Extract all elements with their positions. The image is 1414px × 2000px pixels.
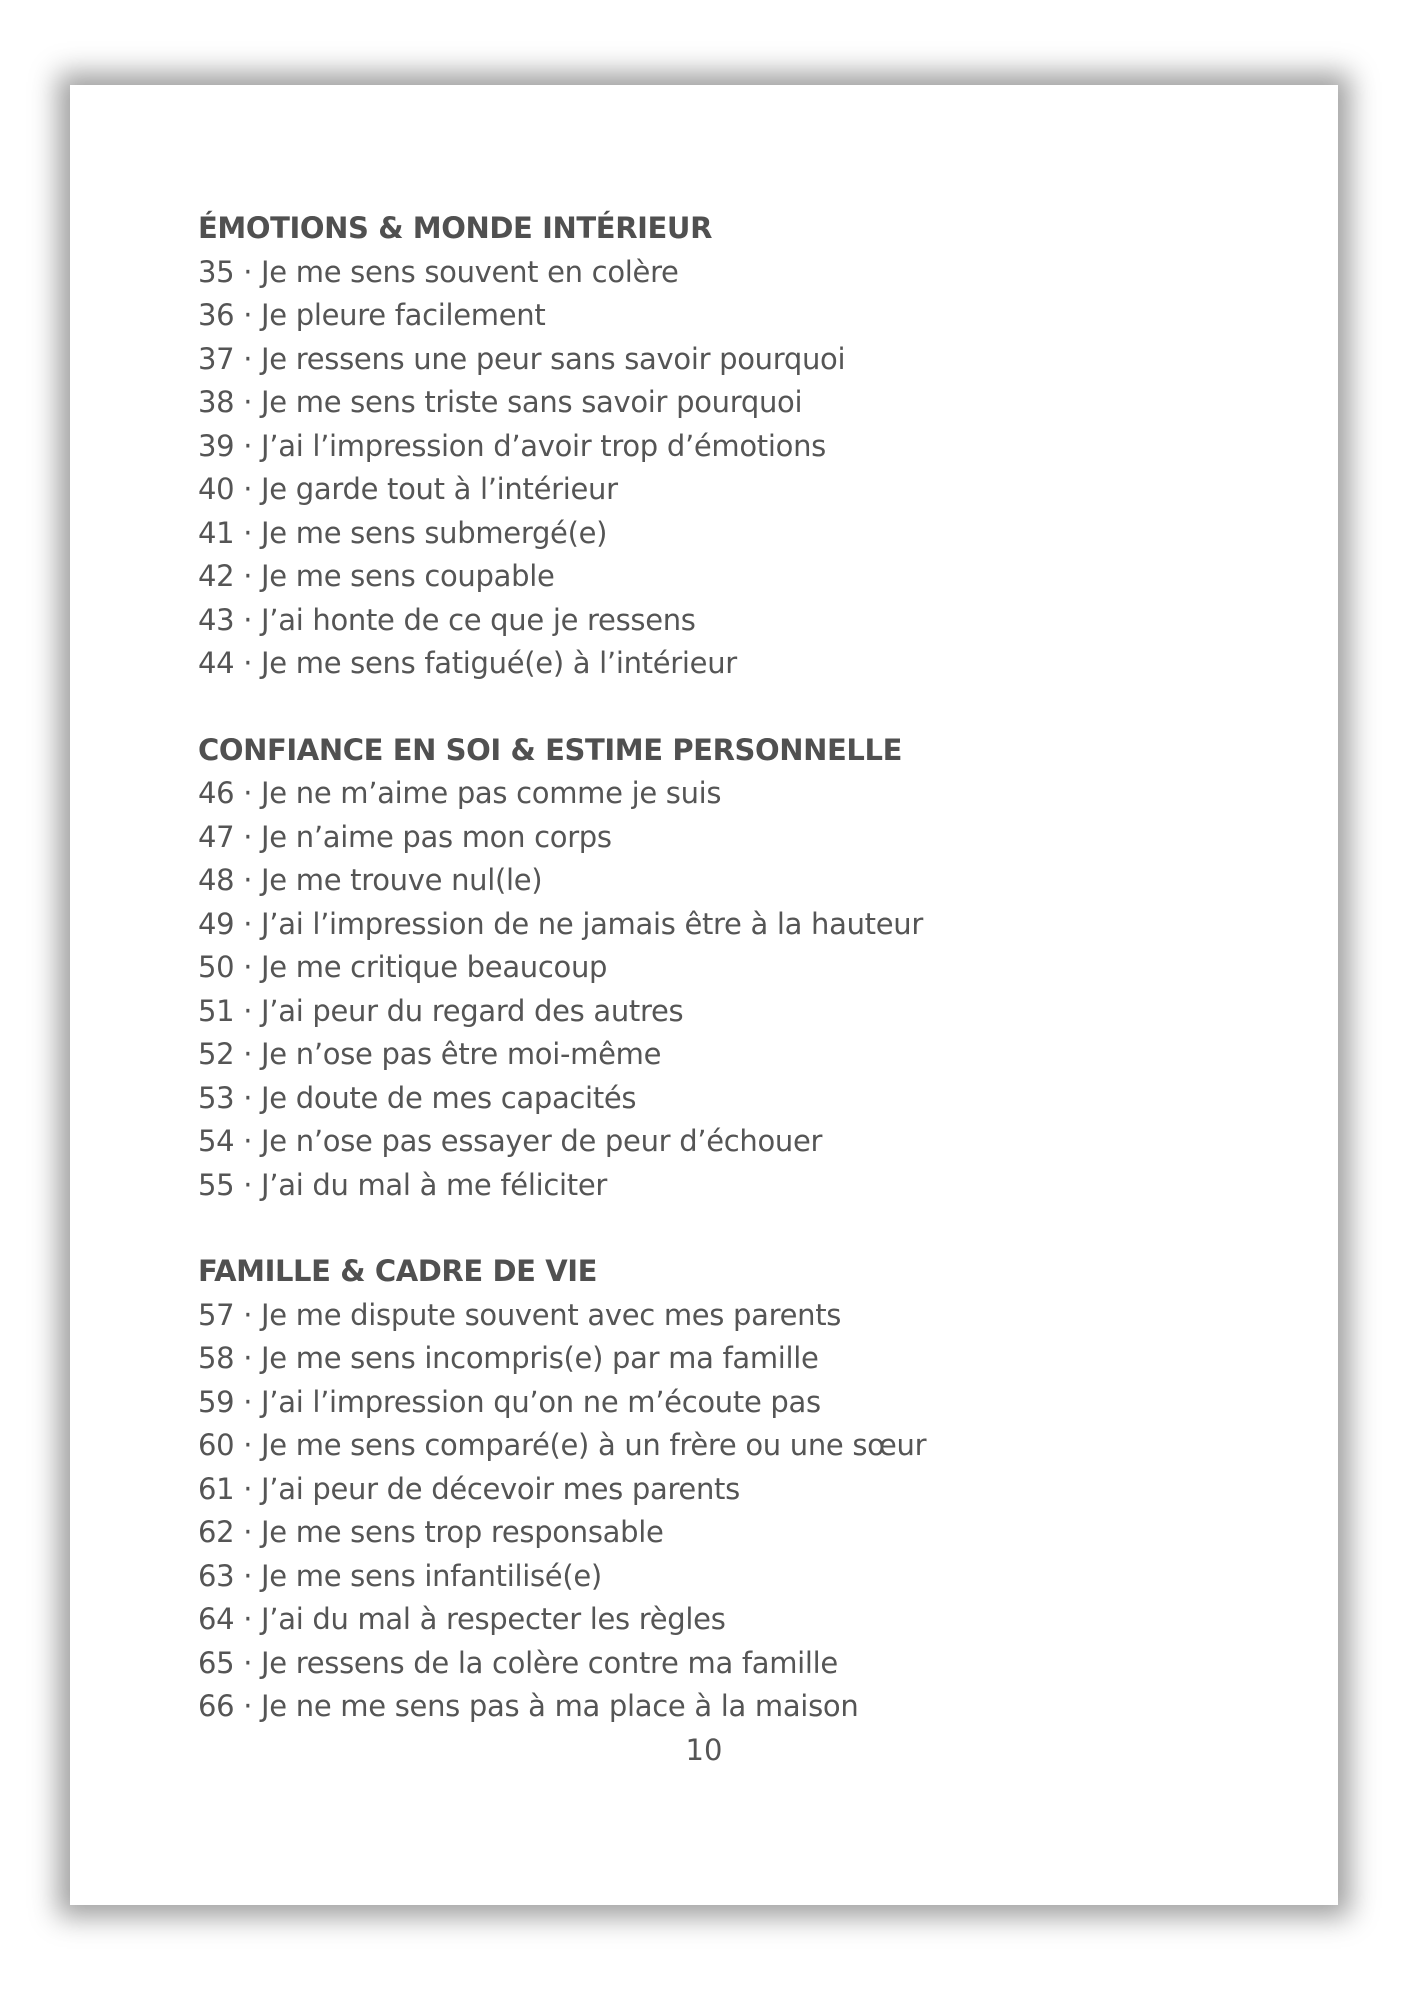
list-item: 64 · J’ai du mal à respecter les règles [198,1602,726,1636]
list-item: 44 · Je me sens fatigué(e) à l’intérieur [198,646,737,680]
list-item: 46 · Je ne m’aime pas comme je suis [198,776,722,810]
list-item: 63 · Je me sens infantilisé(e) [198,1558,602,1593]
list-item: 48 · Je me trouve nul(le) [198,863,543,897]
list-item: 51 · J’ai peur du regard des autres [198,993,684,1028]
section-title: CONFIANCE EN SOI & ESTIME PERSONNELLE [198,732,902,767]
list-item: 61 · J’ai peur de décevoir mes parents [198,1471,740,1506]
list-item: 40 · Je garde tout à l’intérieur [198,472,618,506]
list-item: 38 · Je me sens triste sans savoir pourquoi [198,385,803,419]
list-item: 36 · Je pleure facilement [198,298,546,332]
document-page [70,85,1338,1905]
list-item: 60 · Je me sens comparé(e) à un frère ou une sœur [198,1428,927,1462]
page-number: 10 [685,1733,723,1767]
list-item: 39 · J’ai l’impression d’avoir trop d’émotions [198,428,826,463]
list-item: 37 · Je ressens une peur sans savoir pourquoi [198,341,846,376]
section-emotions [198,207,1258,686]
section-famille [198,1250,1258,1729]
list-item: 54 · Je n’ose pas essayer de peur d’échouer [198,1124,823,1158]
list-item: 50 · Je me critique beaucoup [198,950,608,984]
list-item: 52 · Je n’ose pas être moi-même [198,1037,662,1071]
list-item: 59 · J’ai l’impression qu’on ne m’écoute pas [198,1384,821,1419]
section-confiance [198,729,1258,1208]
list-item: 55 · J’ai du mal à me féliciter [198,1167,607,1202]
list-item: 41 · Je me sens submergé(e) [198,515,608,550]
section-title: ÉMOTIONS & MONDE INTÉRIEUR [198,211,713,245]
list-item: 47 · Je n’aime pas mon corps [198,819,612,854]
list-item: 35 · Je me sens souvent en colère [198,254,679,289]
list-item: 42 · Je me sens coupable [198,559,555,593]
list-item: 62 · Je me sens trop responsable [198,1515,664,1549]
list-item: 43 · J’ai honte de ce que je ressens [198,602,696,637]
list-item: 49 · J’ai l’impression de ne jamais être à la hauteur [198,906,923,941]
list-item: 57 · Je me dispute souvent avec mes parents [198,1297,842,1332]
list-item: 58 · Je me sens incompris(e) par ma famille [198,1341,819,1375]
section-title: FAMILLE & CADRE DE VIE [198,1254,598,1288]
list-item: 53 · Je doute de mes capacités [198,1080,637,1115]
page-content [198,207,1258,1772]
list-item: 66 · Je ne me sens pas à ma place à la maison [198,1689,859,1723]
list-item: 65 · Je ressens de la colère contre ma famille [198,1645,838,1680]
